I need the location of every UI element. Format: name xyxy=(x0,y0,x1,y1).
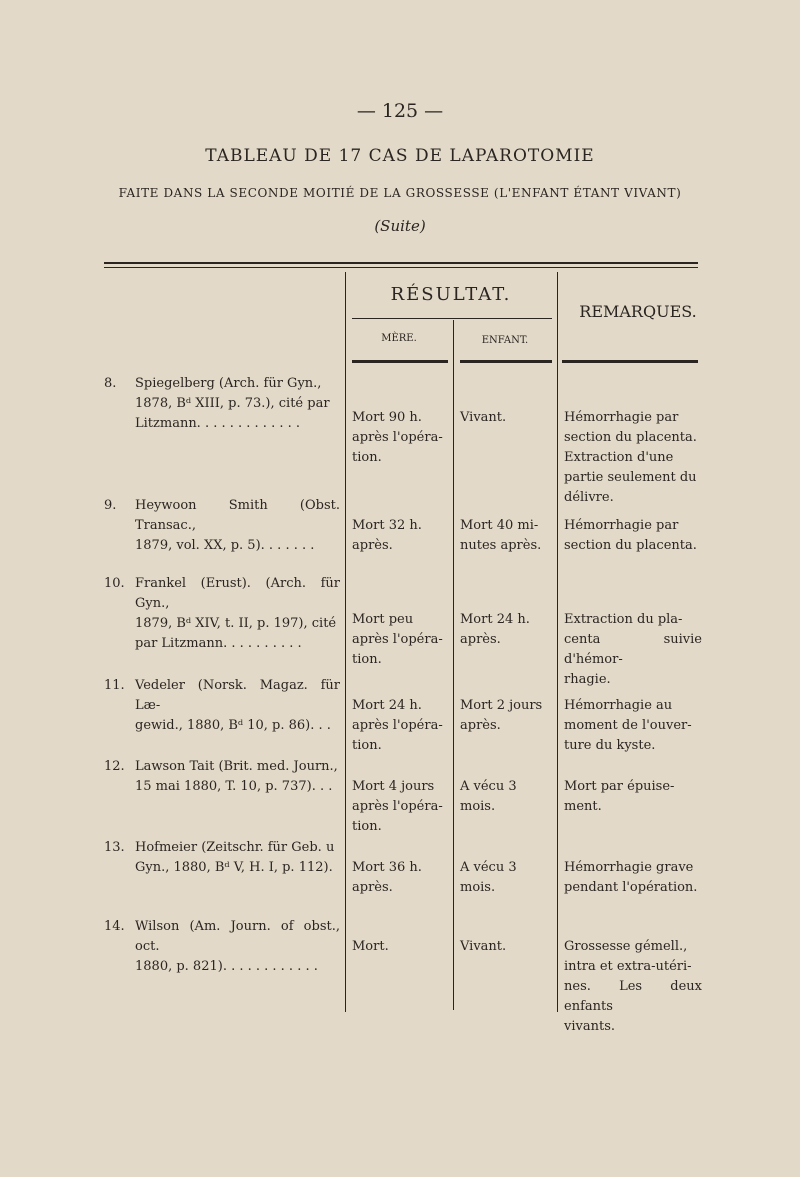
source-line: 1880, p. 821). . . . . . . . . . . . xyxy=(135,959,318,974)
case-source xyxy=(135,574,340,654)
enfant-line: mois. xyxy=(460,880,496,895)
source-line: 15 mai 1880, T. 10, p. 737). . . xyxy=(135,779,333,794)
mere-line: tion. xyxy=(352,450,382,465)
remarques-line: moment de l'ouver- xyxy=(564,718,692,733)
case-remarques xyxy=(564,777,702,817)
case-mere xyxy=(352,696,448,756)
column-divider-mere xyxy=(453,320,454,1010)
mere-line: après. xyxy=(352,880,393,895)
case-number: 12. xyxy=(104,759,125,774)
mere-line: après l'opéra- xyxy=(352,430,443,445)
mere-line: après l'opéra- xyxy=(352,799,443,814)
case-enfant xyxy=(460,858,554,898)
source-line: Spiegelberg (Arch. für Gyn., xyxy=(135,376,322,391)
mere-line: tion. xyxy=(352,738,382,753)
source-line: Frankel (Erust). (Arch. für Gyn., xyxy=(135,576,340,611)
case-enfant xyxy=(460,777,554,817)
case-remarques xyxy=(564,408,702,508)
enfant-line: A vécu 3 xyxy=(460,779,517,794)
case-enfant xyxy=(460,516,554,556)
enfant-line: Mort 2 jours xyxy=(460,698,543,713)
remarques-line: pendant l'opération. xyxy=(564,880,698,895)
mere-line: après l'opéra- xyxy=(352,632,443,647)
remarques-line: nes. Les deux enfants xyxy=(564,979,702,1014)
source-line: Gyn., 1880, Bᵈ V, H. I, p. 112). xyxy=(135,860,333,875)
case-number: 10. xyxy=(104,576,125,591)
remarques-line: ment. xyxy=(564,799,602,814)
case-number: 14. xyxy=(104,919,125,934)
header-resultat: RÉSULTAT. xyxy=(390,284,512,305)
column-divider-source xyxy=(345,272,346,1012)
case-remarques xyxy=(564,696,702,756)
header-rule-enfant xyxy=(460,360,552,363)
source-line: gewid., 1880, Bᵈ 10, p. 86). . . xyxy=(135,718,331,733)
mere-line: après l'opéra- xyxy=(352,718,443,733)
mere-line: Mort 24 h. xyxy=(352,698,422,713)
header-rule-remarques xyxy=(562,360,698,363)
case-number: 8. xyxy=(104,376,117,391)
case-remarques xyxy=(564,516,702,556)
case-number: 11. xyxy=(104,678,125,693)
source-line: Heywoon Smith (Obst. Transac., xyxy=(135,498,340,533)
mere-line: Mort peu xyxy=(352,612,414,627)
header-mere: MÈRE. xyxy=(381,333,417,344)
enfant-line: Mort 24 h. xyxy=(460,612,530,627)
page-number: — 125 — xyxy=(356,100,444,122)
case-number: 9. xyxy=(104,498,117,513)
enfant-line: Vivant. xyxy=(460,939,507,954)
mere-line: Mort 32 h. xyxy=(352,518,422,533)
remarques-line: vivants. xyxy=(564,1019,615,1034)
header-remarques: REMARQUES. xyxy=(579,302,697,321)
source-line: par Litzmann. . . . . . . . . . xyxy=(135,636,302,651)
case-enfant xyxy=(460,696,554,736)
remarques-line: partie seulement du xyxy=(564,470,697,485)
mere-line: Mort. xyxy=(352,939,389,954)
case-number: 13. xyxy=(104,840,125,855)
case-mere xyxy=(352,937,448,957)
top-rule-thin xyxy=(104,267,698,268)
remarques-line: Mort par épuise- xyxy=(564,779,675,794)
remarques-line: centa suivie d'hémor- xyxy=(564,632,702,667)
source-line: Lawson Tait (Brit. med. Journ., xyxy=(135,759,338,774)
remarques-line: Extraction du pla- xyxy=(564,612,683,627)
enfant-line: mois. xyxy=(460,799,496,814)
case-mere xyxy=(352,610,448,670)
case-enfant xyxy=(460,610,554,650)
case-remarques xyxy=(564,610,702,690)
remarques-line: Hémorrhagie grave xyxy=(564,860,694,875)
top-rule xyxy=(104,262,698,264)
case-source xyxy=(135,676,340,736)
case-source xyxy=(135,757,340,797)
remarques-line: section du placenta. xyxy=(564,430,697,445)
remarques-line: ture du kyste. xyxy=(564,738,656,753)
case-mere xyxy=(352,516,448,556)
enfant-line: Vivant. xyxy=(460,410,507,425)
remarques-line: Hémorrhagie au xyxy=(564,698,673,713)
remarques-line: intra et extra-utéri- xyxy=(564,959,692,974)
source-line: 1878, Bᵈ XIII, p. 73.), cité par xyxy=(135,396,330,411)
remarques-line: délivre. xyxy=(564,490,614,505)
case-source xyxy=(135,374,340,434)
header-rule-mere xyxy=(352,360,448,363)
enfant-line: après. xyxy=(460,718,501,733)
remarques-line: Grossesse gémell., xyxy=(564,939,688,954)
mere-line: Mort 4 jours xyxy=(352,779,435,794)
remarques-line: rhagie. xyxy=(564,672,611,687)
remarques-line: section du placenta. xyxy=(564,538,697,553)
source-line: 1879, Bᵈ XIV, t. II, p. 197), cité xyxy=(135,616,337,631)
source-line: Litzmann. . . . . . . . . . . . . xyxy=(135,416,300,431)
remarques-line: Hémorrhagie par xyxy=(564,410,679,425)
mere-line: tion. xyxy=(352,652,382,667)
mere-line: tion. xyxy=(352,819,382,834)
header-enfant: ENFANT. xyxy=(481,335,529,346)
case-mere xyxy=(352,777,448,837)
case-source xyxy=(135,838,340,878)
case-enfant xyxy=(460,937,554,957)
mere-line: Mort 90 h. xyxy=(352,410,422,425)
table-subtitle: FAITE DANS LA SECONDE MOITIÉ DE LA GROSSESSE (L'ENFANT ÉTANT VIVANT) xyxy=(118,186,682,200)
source-line: Hofmeier (Zeitschr. für Geb. u xyxy=(135,840,335,855)
case-source xyxy=(135,917,340,977)
case-source xyxy=(135,496,340,556)
source-line: Wilson (Am. Journ. of obst., oct. xyxy=(135,919,340,954)
remarques-line: Hémorrhagie par xyxy=(564,518,679,533)
enfant-line: nutes après. xyxy=(460,538,542,553)
column-divider-remarques xyxy=(557,272,558,1012)
case-mere xyxy=(352,858,448,898)
resultat-rule xyxy=(352,318,552,319)
mere-line: Mort 36 h. xyxy=(352,860,422,875)
source-line: Vedeler (Norsk. Magaz. für Læ- xyxy=(135,678,340,713)
enfant-line: après. xyxy=(460,632,501,647)
enfant-line: Mort 40 mi- xyxy=(460,518,539,533)
case-remarques xyxy=(564,937,702,1037)
table-title: TABLEAU DE 17 CAS DE LAPAROTOMIE xyxy=(205,146,595,166)
table-suite-label: (Suite) xyxy=(374,217,426,235)
remarques-line: Extraction d'une xyxy=(564,450,674,465)
enfant-line: A vécu 3 xyxy=(460,860,517,875)
mere-line: après. xyxy=(352,538,393,553)
case-remarques xyxy=(564,858,702,898)
case-enfant xyxy=(460,408,554,428)
source-line: 1879, vol. XX, p. 5). . . . . . . xyxy=(135,538,315,553)
case-mere xyxy=(352,408,448,468)
